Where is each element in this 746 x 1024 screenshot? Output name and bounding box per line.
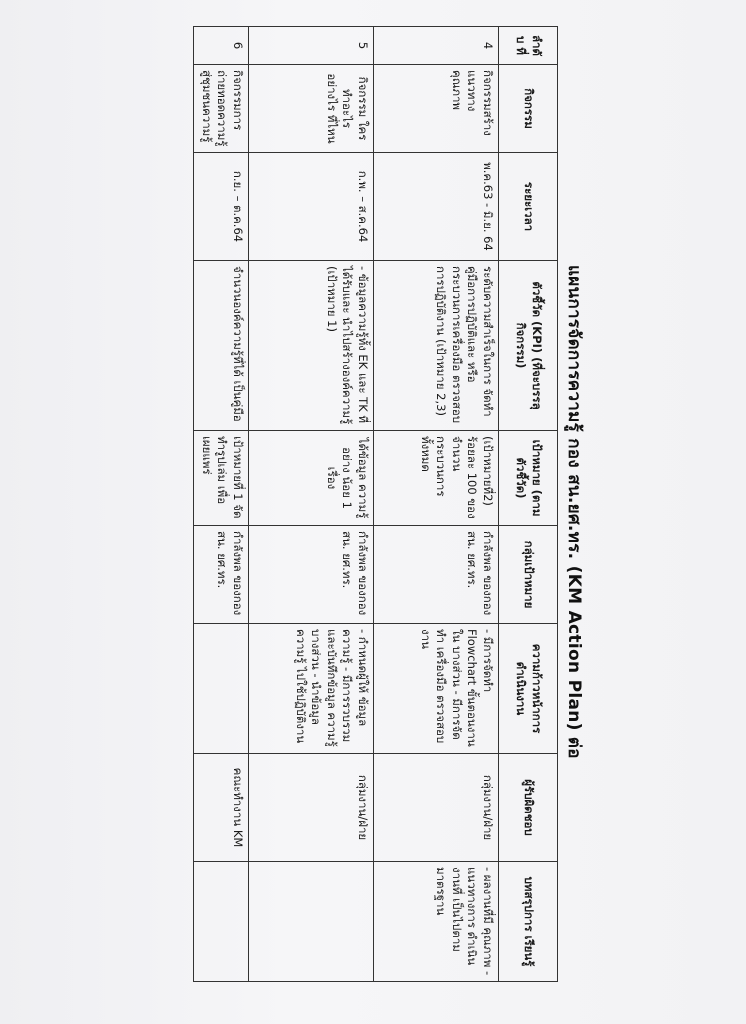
cell-period: ก.พ. – ส.ค.64 xyxy=(249,153,374,261)
cell-lesson xyxy=(249,862,374,982)
cell-group: กำลังพล ของกอง สน. ยศ.ทร. xyxy=(249,526,374,624)
cell-group: กำลังพล ของกอง สน. ยศ.ทร. xyxy=(194,526,249,624)
cell-no: 5 xyxy=(249,27,374,65)
table-row xyxy=(249,27,374,982)
cell-kpi: จำนวนองค์ความรู้ที่ได้ เป็นคู่มือ xyxy=(194,261,249,431)
table-row xyxy=(194,27,249,982)
cell-target: ได้ข้อมูล ความรู้อย่าง น้อย 1 เรื่อง xyxy=(249,431,374,526)
header-progress: ความก้าวหน้าการ ดำเนินงาน xyxy=(499,624,558,754)
header-no: ลำดับ ที่ xyxy=(499,27,558,65)
cell-lesson xyxy=(194,862,249,982)
cell-target: (เป้าหมายที่2) ร้อยละ 100 ของจำนวน กระบวนการ ทั้งหมด xyxy=(374,431,499,526)
cell-target: เป้าหมายที่ 1 จัดทำรูปเล่ม เพื่อเผยแพร่ xyxy=(194,431,249,526)
cell-lesson: - ผลงานที่มี คุณภาพ - แนวทางการ ดำเนินงานที่ เป็นไปตาม มาตรฐาน xyxy=(374,862,499,982)
cell-kpi: - ข้อมูลความรู้ทั้ง EK และ TK ที่ได้รับและ นำไปสร้างองค์ความรู้ (เป้าหมาย 1) xyxy=(249,261,374,431)
page-title: แผนการจัดการความรู้ กอง สน.ยศ.ทร. (KM Action Plan) ต่อ xyxy=(564,265,584,759)
cell-progress: - กำหนดผู้ให้ ข้อมูลความรู้ - มีการรวบรวม และบันทึกข้อมูล ความรู้บางส่วน - นำข้อมูลความรู้ ไปใช้ปฏิบัติงาน xyxy=(249,624,374,754)
cell-owner: คณะทำงาน KM xyxy=(194,754,249,862)
cell-group: กำลังพล ของกอง สน. ยศ.ทร. xyxy=(374,526,499,624)
cell-activity: กิจกรรมการ ถ่ายทอดความรู้ สู่ชุมชนความรู้ xyxy=(194,65,249,153)
header-owner: ผู้รับผิดชอบ xyxy=(499,754,558,862)
header-activity: กิจกรรม xyxy=(499,65,558,153)
cell-progress: - มีการจัดทำ Flowchart ขั้นตอนงานใน บางส่วน - มีการจัดทำ เครื่องมือ ตรวจสอบงาน xyxy=(374,624,499,754)
km-action-plan-table xyxy=(193,26,558,982)
table-row xyxy=(374,27,499,982)
cell-activity: กิจกรรม ใครทำอะไร อย่างไร ที่ไหน xyxy=(249,65,374,153)
cell-activity: กิจกรรมสร้าง แนวทางคุณภาพ xyxy=(374,65,499,153)
cell-progress xyxy=(194,624,249,754)
header-kpi: ตัวชี้วัด (KPI) (ที่จะบรรลุกิจกรรม) xyxy=(499,261,558,431)
cell-period: พ.ค.63 - มิ.ย. 64 xyxy=(374,153,499,261)
cell-period: ก.ย. – ต.ค.64 xyxy=(194,153,249,261)
cell-kpi: ระดับความสำเร็จในการ จัดทำคู่มือการปฏิบัติและ หรือกระบวนการเครื่องมือ ตรวจสอบการปฏิบัติงาน (เป้าหมาย 2,3) xyxy=(374,261,499,431)
cell-no: 4 xyxy=(374,27,499,65)
header-row xyxy=(499,27,558,982)
cell-owner: กลุ่มงาน/ฝ่าย xyxy=(374,754,499,862)
cell-owner: กลุ่มงาน/ฝ่าย xyxy=(249,754,374,862)
header-period: ระยะเวลา xyxy=(499,153,558,261)
header-lesson: บทสรุปการ เรียนรู้ xyxy=(499,862,558,982)
cell-no: 6 xyxy=(194,27,249,65)
header-target: เป้าหมาย (ตามตัวชี้วัด) xyxy=(499,431,558,526)
header-group: กลุ่มเป้าหมาย xyxy=(499,526,558,624)
